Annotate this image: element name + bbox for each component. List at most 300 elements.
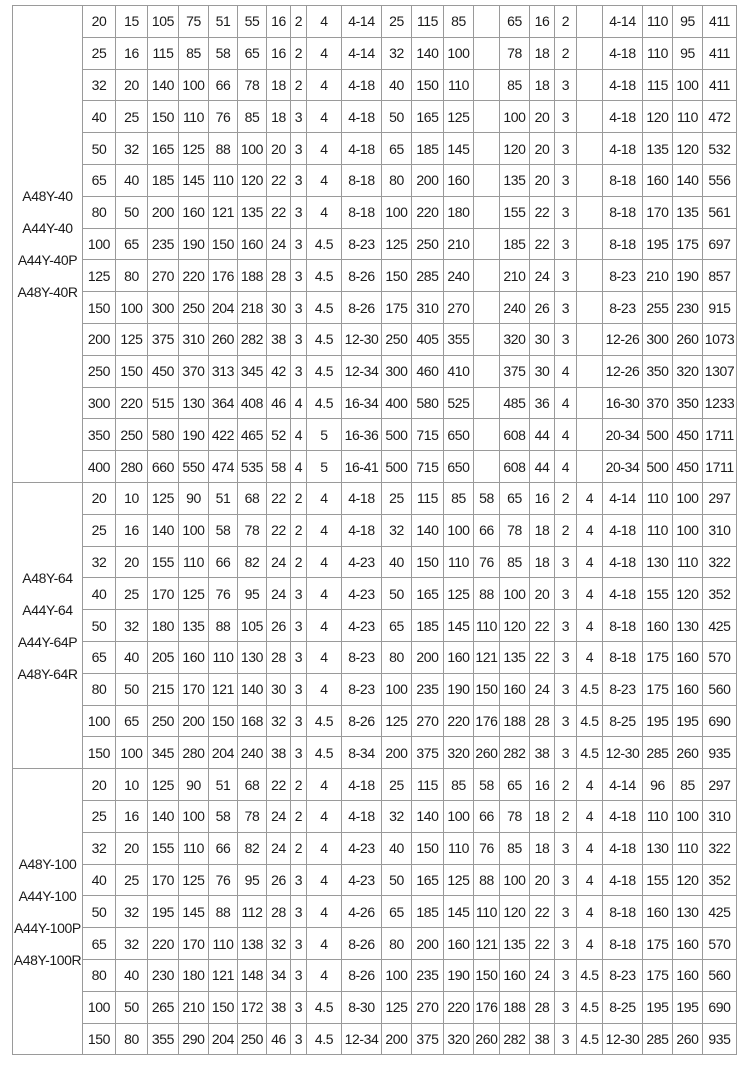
table-cell: 105 [148,6,179,38]
table-cell: 570 [703,928,737,960]
table-cell: 697 [703,228,737,260]
table-cell: 25 [382,482,412,514]
table-cell: 345 [148,737,179,769]
table-cell: 270 [412,991,444,1023]
table-cell: 85 [500,69,530,101]
table-cell: 310 [179,323,209,355]
table-cell: 4-23 [342,832,382,864]
table-cell: 22 [530,228,555,260]
table-cell: 100 [116,292,148,324]
table-cell: 4 [577,641,603,673]
table-cell: 4 [577,864,603,896]
table-cell: 172 [238,991,267,1023]
table-cell: 3 [291,101,307,133]
table-cell: 220 [148,928,179,960]
table-cell: 148 [238,959,267,991]
table-cell: 300 [83,387,116,419]
table-cell: 140 [148,69,179,101]
table-cell: 210 [500,260,530,292]
table-row [13,514,737,546]
table-row [13,800,737,832]
valve-spec-table [12,5,737,1055]
table-cell: 1233 [703,387,737,419]
table-cell: 150 [148,101,179,133]
table-cell: 2 [555,769,577,801]
table-cell: 370 [643,387,673,419]
table-cell: 32 [116,896,148,928]
table-cell: 4 [577,928,603,960]
table-cell: 400 [382,387,412,419]
table-cell: 100 [673,514,703,546]
table-cell: 76 [209,578,238,610]
table-cell: 125 [382,991,412,1023]
table-cell: 3 [291,355,307,387]
table-cell: 95 [238,578,267,610]
table-cell: 4.5 [577,673,603,705]
table-cell [474,196,500,228]
table-cell: 422 [209,419,238,451]
table-cell: 135 [500,641,530,673]
table-cell: 58 [209,514,238,546]
table-cell: 3 [291,864,307,896]
table-cell: 8-23 [603,292,643,324]
table-cell: 515 [148,387,179,419]
table-cell: 16 [530,769,555,801]
table-cell: 88 [209,896,238,928]
table-cell: 190 [179,228,209,260]
table-cell: 22 [530,641,555,673]
table-cell: 4 [307,133,342,165]
model-name: A48Y-64 [22,569,73,586]
table-cell: 285 [643,1023,673,1055]
table-cell: 140 [148,800,179,832]
table-cell: 4-23 [342,578,382,610]
table-cell: 310 [703,800,737,832]
table-cell: 1307 [703,355,737,387]
table-cell: 240 [444,260,474,292]
table-cell [474,101,500,133]
table-cell: 352 [703,864,737,896]
table-cell: 4 [307,196,342,228]
table-cell: 3 [291,705,307,737]
table-cell: 310 [703,514,737,546]
table-cell: 160 [238,228,267,260]
table-cell: 4-23 [342,546,382,578]
table-cell: 25 [116,101,148,133]
table-cell: 185 [412,896,444,928]
table-cell: 65 [116,228,148,260]
table-cell: 66 [474,514,500,546]
table-cell: 50 [116,196,148,228]
table-row [13,928,737,960]
table-cell: 76 [474,832,500,864]
table-cell: 561 [703,196,737,228]
table-row [13,705,737,737]
table-cell: 4-18 [342,514,382,546]
table-cell: 85 [500,832,530,864]
table-cell: 200 [382,1023,412,1055]
table-cell: 3 [555,546,577,578]
table-cell: 200 [412,928,444,960]
table-cell: 285 [643,737,673,769]
table-cell: 32 [116,133,148,165]
model-name: A48Y-40R [17,283,78,300]
table-cell: 78 [238,800,267,832]
table-cell: 16-41 [342,451,382,483]
table-cell: 185 [412,610,444,642]
table-cell: 78 [238,514,267,546]
table-cell: 608 [500,451,530,483]
table-cell: 8-23 [342,228,382,260]
table-cell: 485 [500,387,530,419]
table-cell: 185 [412,133,444,165]
table-cell: 410 [444,355,474,387]
table-row [13,959,737,991]
table-cell: 3 [555,1023,577,1055]
table-cell: 650 [444,419,474,451]
table-cell: 100 [444,514,474,546]
table-cell: 100 [83,991,116,1023]
table-cell: 195 [643,705,673,737]
table-cell: 3 [555,133,577,165]
table-cell: 235 [148,228,179,260]
table-cell: 40 [83,578,116,610]
table-cell: 204 [209,737,238,769]
table-cell: 85 [444,6,474,38]
table-cell: 58 [209,37,238,69]
table-cell: 260 [673,737,703,769]
table-cell: 204 [209,1023,238,1055]
table-cell: 4 [307,101,342,133]
table-cell: 4-18 [603,800,643,832]
table-cell: 4-23 [342,864,382,896]
table-cell: 150 [412,69,444,101]
table-cell: 285 [412,260,444,292]
table-cell: 44 [530,419,555,451]
table-cell: 65 [382,610,412,642]
table-cell: 2 [291,769,307,801]
table-row [13,387,737,419]
table-cell: 4-18 [603,864,643,896]
table-cell: 210 [643,260,673,292]
table-cell: 66 [209,69,238,101]
table-cell: 76 [474,546,500,578]
table-cell: 100 [673,69,703,101]
table-cell: 170 [643,196,673,228]
table-cell: 200 [382,737,412,769]
table-cell: 170 [179,928,209,960]
table-cell: 8-25 [603,705,643,737]
table-cell: 1073 [703,323,737,355]
table-cell: 500 [643,419,673,451]
table-cell: 16 [530,482,555,514]
table-cell: 375 [412,1023,444,1055]
table-cell: 220 [444,705,474,737]
table-cell: 260 [474,1023,500,1055]
table-cell: 16 [530,6,555,38]
table-cell: 80 [382,641,412,673]
table-cell: 857 [703,260,737,292]
table-cell: 8-23 [603,959,643,991]
table-cell: 30 [267,292,291,324]
table-cell: 125 [179,578,209,610]
table-cell [577,451,603,483]
table-cell: 15 [116,6,148,38]
table-cell: 160 [444,641,474,673]
table-cell: 3 [291,610,307,642]
table-cell: 2 [555,482,577,514]
table-cell: 12-34 [342,1023,382,1055]
table-cell: 95 [673,6,703,38]
table-row [13,1023,737,1055]
table-cell: 22 [530,928,555,960]
table-cell: 411 [703,69,737,101]
table-cell: 22 [267,514,291,546]
table-cell: 4-18 [342,69,382,101]
table-row [13,546,737,578]
table-cell: 8-26 [342,928,382,960]
table-cell: 3 [291,164,307,196]
table-cell: 4-18 [603,69,643,101]
table-cell: 160 [643,164,673,196]
table-cell: 4 [307,482,342,514]
table-cell: 322 [703,832,737,864]
table-cell: 24 [267,228,291,260]
table-cell: 22 [267,164,291,196]
table-cell: 190 [179,419,209,451]
table-cell: 4.5 [307,387,342,419]
table-cell: 130 [643,832,673,864]
table-row [13,6,737,38]
table-cell: 65 [382,133,412,165]
table-cell: 230 [673,292,703,324]
table-cell [577,101,603,133]
table-row [13,832,737,864]
table-cell: 215 [148,673,179,705]
table-cell: 570 [703,641,737,673]
table-cell: 82 [238,832,267,864]
table-cell: 4 [307,164,342,196]
table-cell [577,228,603,260]
table-cell: 188 [500,705,530,737]
table-cell: 65 [83,641,116,673]
table-cell: 3 [291,737,307,769]
table-cell: 250 [83,355,116,387]
table-cell: 282 [500,737,530,769]
table-cell: 8-34 [342,737,382,769]
table-cell: 80 [83,673,116,705]
table-cell: 68 [238,769,267,801]
table-cell: 24 [267,832,291,864]
table-cell: 58 [209,800,238,832]
table-cell: 28 [267,260,291,292]
table-cell: 4-14 [603,482,643,514]
table-cell: 690 [703,705,737,737]
table-cell: 38 [267,323,291,355]
table-cell [474,6,500,38]
table-cell: 40 [83,864,116,896]
table-cell: 255 [643,292,673,324]
table-cell: 8-23 [603,673,643,705]
table-cell: 195 [643,991,673,1023]
table-cell: 200 [148,196,179,228]
table-cell: 450 [673,451,703,483]
table-cell: 2 [291,482,307,514]
table-cell: 320 [444,737,474,769]
table-cell: 5 [307,419,342,451]
table-cell [577,164,603,196]
table-cell: 176 [209,260,238,292]
table-cell: 4 [577,769,603,801]
table-cell: 2 [555,514,577,546]
table-row [13,196,737,228]
table-cell [474,69,500,101]
table-cell: 20 [267,133,291,165]
table-cell: 65 [500,6,530,38]
table-cell: 4.5 [577,1023,603,1055]
table-cell: 175 [643,959,673,991]
table-cell: 168 [238,705,267,737]
table-cell: 4 [307,959,342,991]
table-cell: 100 [382,196,412,228]
table-cell: 190 [673,260,703,292]
table-cell: 46 [267,387,291,419]
table-cell: 300 [643,323,673,355]
table-cell: 375 [500,355,530,387]
table-cell: 5 [307,451,342,483]
table-cell: 110 [643,37,673,69]
table-cell [577,292,603,324]
table-cell: 12-34 [342,355,382,387]
table-cell: 100 [673,800,703,832]
table-row [13,673,737,705]
table-cell: 66 [209,832,238,864]
table-cell: 188 [238,260,267,292]
table-cell: 3 [291,323,307,355]
table-cell: 4 [307,864,342,896]
table-cell: 3 [555,292,577,324]
table-cell: 121 [474,928,500,960]
table-cell: 4-26 [342,896,382,928]
table-cell: 8-18 [603,164,643,196]
table-cell: 120 [643,101,673,133]
table-cell: 2 [291,514,307,546]
table-cell: 160 [643,896,673,928]
table-cell: 100 [444,37,474,69]
table-cell: 115 [412,482,444,514]
table-cell: 22 [267,769,291,801]
table-cell: 110 [643,482,673,514]
table-cell: 22 [530,896,555,928]
table-cell: 120 [500,133,530,165]
table-cell: 250 [238,1023,267,1055]
table-cell: 26 [267,610,291,642]
table-cell: 160 [673,673,703,705]
table-cell: 8-26 [342,705,382,737]
table-cell: 580 [412,387,444,419]
table-cell: 66 [209,546,238,578]
table-cell: 270 [148,260,179,292]
table-cell: 100 [500,864,530,896]
table-cell: 4.5 [577,737,603,769]
table-cell: 12-30 [342,323,382,355]
table-cell: 355 [444,323,474,355]
table-cell: 112 [238,896,267,928]
table-cell: 160 [500,673,530,705]
table-cell: 500 [643,451,673,483]
table-cell: 110 [673,101,703,133]
table-cell: 282 [500,1023,530,1055]
table-cell: 160 [179,196,209,228]
table-cell: 65 [116,705,148,737]
table-cell [577,323,603,355]
table-cell: 16 [116,800,148,832]
table-cell: 4-18 [603,37,643,69]
table-cell: 4 [577,482,603,514]
table-cell: 78 [500,514,530,546]
table-cell: 4 [577,578,603,610]
table-cell: 80 [116,1023,148,1055]
table-cell [474,323,500,355]
table-row [13,482,737,514]
table-cell: 24 [267,578,291,610]
table-cell: 85 [238,101,267,133]
table-cell: 3 [555,323,577,355]
table-cell: 3 [291,959,307,991]
table-cell: 3 [555,69,577,101]
table-cell: 155 [643,864,673,896]
table-cell: 175 [382,292,412,324]
table-cell: 150 [474,673,500,705]
table-cell: 4 [307,6,342,38]
table-row [13,419,737,451]
table-cell [474,228,500,260]
table-cell: 260 [673,1023,703,1055]
table-cell: 4.5 [307,1023,342,1055]
table-cell: 58 [474,482,500,514]
table-cell: 120 [673,133,703,165]
table-cell: 20 [83,769,116,801]
table-cell: 66 [474,800,500,832]
table-cell: 50 [83,896,116,928]
table-cell: 313 [209,355,238,387]
table-cell: 50 [83,610,116,642]
model-name: A44Y-40 [22,219,73,236]
table-cell: 10 [116,482,148,514]
table-cell: 3 [555,101,577,133]
table-cell: 88 [474,864,500,896]
table-cell: 28 [267,896,291,928]
table-cell: 140 [673,164,703,196]
table-cell: 32 [83,546,116,578]
table-cell: 175 [643,673,673,705]
table-cell: 20-34 [603,419,643,451]
table-cell: 65 [382,896,412,928]
table-cell: 24 [267,546,291,578]
table-cell: 125 [148,482,179,514]
table-cell: 120 [500,610,530,642]
table-cell: 176 [474,705,500,737]
table-cell: 195 [673,705,703,737]
table-cell: 125 [83,260,116,292]
table-cell: 3 [555,737,577,769]
table-cell: 320 [444,1023,474,1055]
table-cell: 78 [238,69,267,101]
table-cell: 4 [577,546,603,578]
table-cell: 270 [444,292,474,324]
table-cell: 51 [209,482,238,514]
table-cell: 472 [703,101,737,133]
